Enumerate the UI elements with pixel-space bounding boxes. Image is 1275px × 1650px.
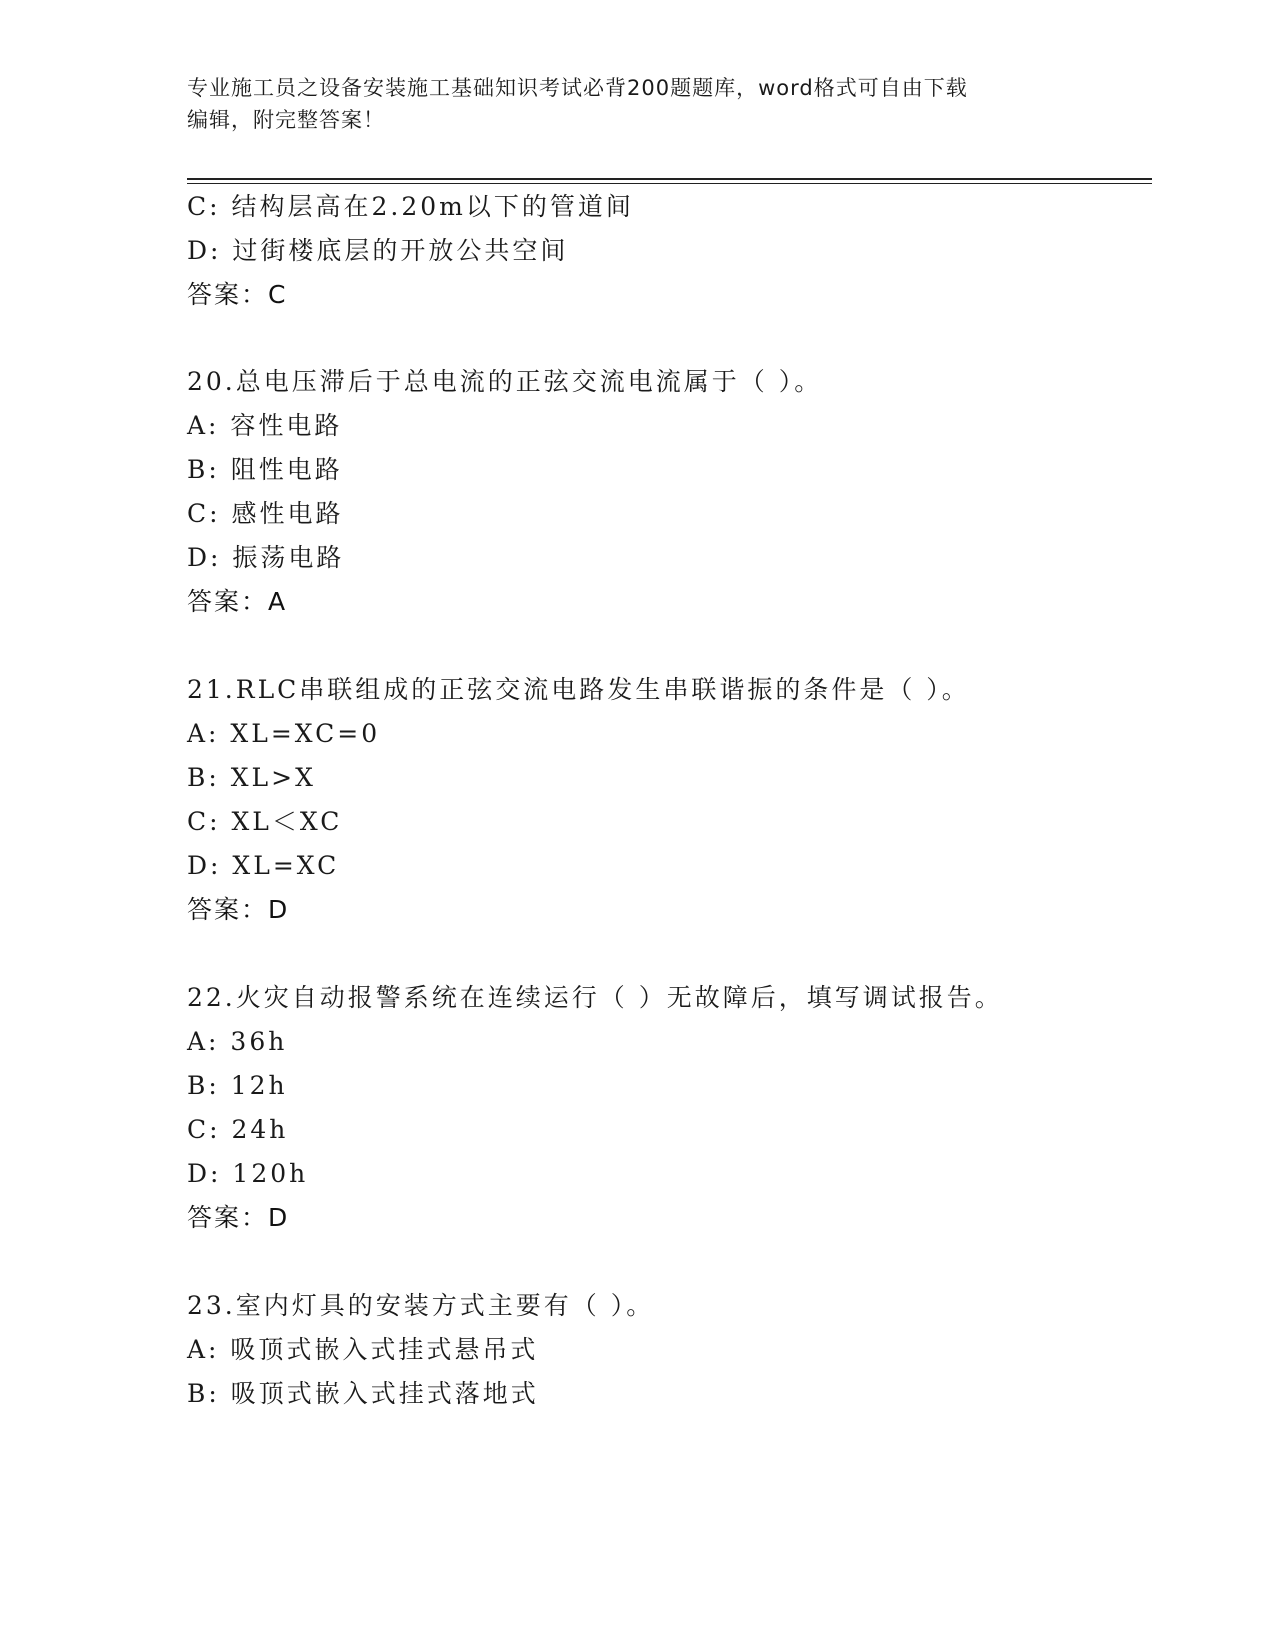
q21-option-b: B: XL>X — [187, 763, 316, 792]
q22-question: 22.火灾自动报警系统在连续运行（ ）无故障后，填写调试报告。 — [187, 983, 1003, 1012]
q22-option-b: B: 12h — [187, 1071, 288, 1100]
q21-option-a: A: XL=XC=0 — [187, 719, 381, 748]
q20-option-b: B: 阻性电路 — [187, 455, 343, 484]
q21-question: 21.RLC串联组成的正弦交流电路发生串联谐振的条件是（ ）。 — [187, 675, 970, 704]
q22-answer: 答案：D — [187, 1203, 290, 1232]
q20-option-a: A: 容性电路 — [187, 411, 343, 440]
q19-option-d: D: 过街楼底层的开放公共空间 — [187, 236, 569, 265]
q20-option-d: D: 振荡电路 — [187, 543, 345, 572]
q21-option-c: C: XL＜XC — [187, 807, 343, 836]
q21-answer: 答案：D — [187, 895, 290, 924]
q22-option-a: A: 36h — [187, 1027, 288, 1056]
q20-option-c: C: 感性电路 — [187, 499, 344, 528]
header-rule-thick — [187, 178, 1152, 180]
header-rule-thin — [187, 183, 1152, 184]
q21-option-d: D: XL=XC — [187, 851, 340, 880]
q23-option-a: A: 吸顶式嵌入式挂式悬吊式 — [187, 1335, 539, 1364]
q22-option-d: D: 120h — [187, 1159, 309, 1188]
header-line-1: 专业施工员之设备安装施工基础知识考试必背200题题库，word格式可自由下载 — [187, 76, 968, 100]
q19-answer: 答案：C — [187, 280, 288, 309]
header-line-2: 编辑，附完整答案！ — [187, 108, 385, 132]
q23-question: 23.室内灯具的安装方式主要有（ ）。 — [187, 1291, 655, 1320]
q19-option-c: C: 结构层高在2.20m以下的管道间 — [187, 192, 634, 221]
q22-option-c: C: 24h — [187, 1115, 289, 1144]
document-header — [187, 72, 1087, 136]
q23-option-b: B: 吸顶式嵌入式挂式落地式 — [187, 1379, 539, 1408]
q20-answer: 答案：A — [187, 587, 288, 616]
q20-question: 20.总电压滞后于总电流的正弦交流电流属于（ ）。 — [187, 367, 823, 396]
